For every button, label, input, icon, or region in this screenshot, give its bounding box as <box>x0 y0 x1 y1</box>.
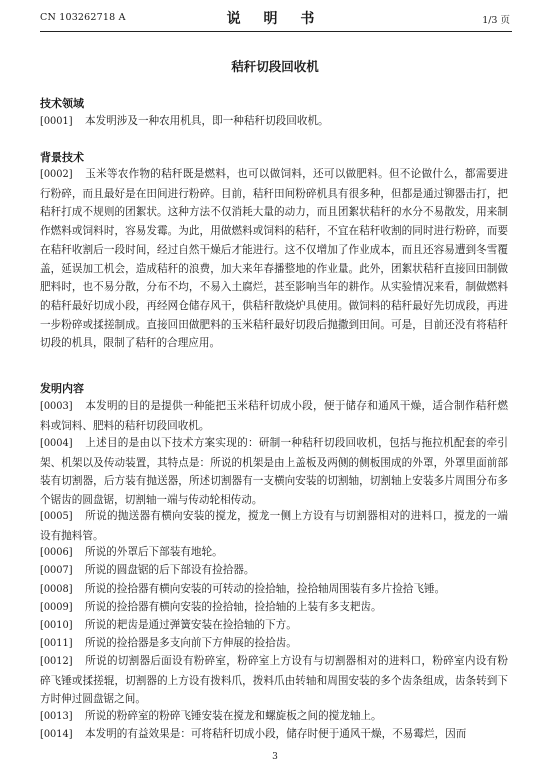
paragraph-0002 <box>40 165 508 353</box>
paragraph-0001 <box>40 112 508 132</box>
paragraph-number: [0005] <box>40 511 73 522</box>
header-title: 说 明 书 <box>226 11 324 27</box>
paragraph-text: 所说的耙齿是通过弹簧安装在捡拾轴的下方。 <box>85 619 297 631</box>
paragraph-number: [0002] <box>40 169 73 180</box>
paragraph-0009 <box>40 598 508 618</box>
paragraph-text: 所说的抛送器有横向安装的搅龙，搅龙一侧上方设有与切割器相对的进料口，搅龙的一端设有抛料管。 <box>40 510 508 542</box>
paragraph-text: 所说的圆盘锯的后下部设有捡拾器。 <box>85 564 255 576</box>
paragraph-number: [0013] <box>40 711 73 722</box>
paragraph-text: 本发明的有益效果是：可将秸秆切成小段，储存时便于通风干燥，不易霉烂，因而 <box>85 728 467 740</box>
paragraph-text: 所说的外罩后下部装有地轮。 <box>85 546 223 558</box>
paragraph-number: [0011] <box>40 638 73 649</box>
paragraph-text: 所说的切割器后面设有粉碎室，粉碎室上方设有与切割器相对的进料口，粉碎室内设有粉碎飞锤或揉搓辊，切割器的上方设有拨料爪，拨料爪由转轴和周围安装的多个齿条组成，齿条转到下方时伸过圆盘锯之间。 <box>40 655 508 706</box>
paragraph-text: 本发明涉及一种农用机具，即一种秸秆切段回收机。 <box>85 115 329 127</box>
paragraph-0010 <box>40 616 508 636</box>
paragraph-number: [0012] <box>40 656 73 667</box>
paragraph-0005 <box>40 507 508 545</box>
section-heading-summary: 发明内容 <box>40 382 84 395</box>
paragraph-0014 <box>40 725 508 745</box>
section-heading-tech-field: 技术领域 <box>40 97 84 110</box>
document-title: 秸秆切段回收机 <box>231 59 319 74</box>
paragraph-number: [0009] <box>40 602 73 613</box>
section-heading-background: 背景技术 <box>40 151 84 164</box>
paragraph-number: [0014] <box>40 729 73 740</box>
paragraph-number: [0006] <box>40 547 73 558</box>
doc-number: CN 103262718 A <box>40 12 126 23</box>
paragraph-text: 玉米等农作物的秸秆既是燃料，也可以做饲料，还可以做肥料。但不论做什么，都需要进行粉碎，而且最好是在田间进行粉碎。目前，秸秆田间粉碎机具有很多种，但都是通过铆器击打，把秸秆打成不规则的团絮状。这种方法不仅消耗大量的动力，而且团絮状秸秆的水分不易散发，用来制作燃料或饲料时，容易发霉。为此，用做燃料或饲料的秸秆，不宜在秸秆收割的同时进行粉碎，而要在秸秆收割后一段时间，经过自然干燥后才能进行。这不仅增加了作业成本，而且还容易遭到冬雪覆盖，延误加工机会，造成秸秆的浪费，加大来年春播整地的作业量。此外，团絮状秸秆直接回田制做肥料时，也不易分散，分布不均，不易入土腐烂，甚至影响当年的耕作。从实验情况来看，制做燃料的秸秆最好切成小段，再经网仓储存风干，供秸秆散烧炉具使用。做饲料的秸秆最好先切成段，再进一步粉碎或揉搓制成。直接回田做肥料的玉米秸秆最好切段后抛撒到田间。可是，目前还没有将秸秆切段的机具，限制了秸秆的合理应用。 <box>40 168 508 350</box>
paragraph-text: 上述目的是由以下技术方案实现的：研制一种秸秆切段回收机，包括与拖拉机配套的牵引架、机架以及传动装置，其特点是：所说的机架是由上盖板及两侧的侧板围成的外罩，外罩里面前部装有切割器，后方装有抛送器，所述切割器有一支横向安装的切割轴，切割轴上安装多片周围分布多个锯齿的圆盘锯，切割轴一端与传动轮相传动。 <box>40 437 508 507</box>
paragraph-number: [0004] <box>40 438 73 449</box>
paragraph-0013 <box>40 707 508 727</box>
paragraph-0003 <box>40 397 508 435</box>
paragraph-number: [0007] <box>40 565 73 576</box>
page-folio: 3 <box>272 752 278 762</box>
paragraph-number: [0003] <box>40 401 73 412</box>
paragraph-number: [0008] <box>40 584 73 595</box>
paragraph-text: 所说的捡拾器有横向安装的可转动的捡拾轴，捡拾轴周围装有多片捡拾飞锤。 <box>85 583 446 595</box>
paragraph-text: 所说的粉碎室的粉碎飞锤安装在搅龙和螺旋板之间的搅龙轴上。 <box>85 710 382 722</box>
header-rule <box>40 31 512 32</box>
paragraph-text: 本发明的目的是提供一种能把玉米秸秆切成小段，便于储存和通风干燥，适合制作秸秆燃料或饲料、肥料的秸秆切段回收机。 <box>40 400 508 432</box>
paragraph-0007 <box>40 561 508 581</box>
paragraph-number: [0010] <box>40 620 73 631</box>
paragraph-0011 <box>40 634 508 654</box>
paragraph-0006 <box>40 543 508 563</box>
page-indicator: 1/3 页 <box>482 15 510 26</box>
paragraph-0004 <box>40 434 508 510</box>
paragraph-text: 所说的捡拾器是多支向前下方伸展的捡拾齿。 <box>85 637 297 649</box>
paragraph-0008 <box>40 580 508 600</box>
paragraph-number: [0001] <box>40 116 73 127</box>
paragraph-text: 所说的捡拾器有横向安装的捡拾轴，捡拾轴的上装有多支耙齿。 <box>85 601 382 613</box>
paragraph-0012 <box>40 652 508 709</box>
